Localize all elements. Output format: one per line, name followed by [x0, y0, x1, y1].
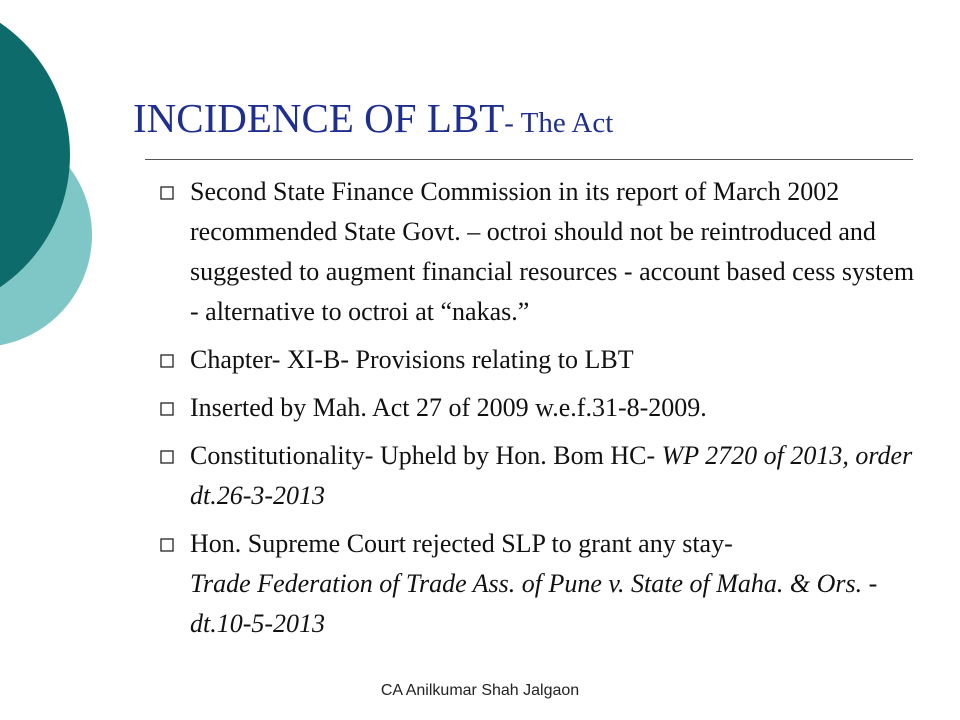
bullet-text: Inserted by Mah. Act 27 of 2009 w.e.f.31-8-2009.: [190, 393, 707, 422]
hollow-box-bullet-icon: [160, 450, 174, 464]
bullet-italic-citation: WP 2720 of 2013, order dt.26-3-2013: [190, 441, 913, 510]
hollow-box-bullet-icon: [160, 186, 174, 200]
decorative-circles: [0, 0, 130, 420]
title-divider: [145, 159, 913, 160]
bullet-item: [160, 172, 920, 332]
hollow-box-bullet-icon: [160, 402, 174, 416]
title-main: INCIDENCE OF LBT: [133, 95, 505, 141]
bullet-item: [160, 436, 920, 516]
hollow-box-bullet-icon: [160, 354, 174, 368]
bullet-list: [160, 172, 920, 644]
bullet-item: [160, 388, 920, 428]
bullet-item: [160, 524, 920, 564]
bullet-text: Constitutionality- Upheld by Hon. Bom HC-: [190, 441, 662, 470]
bullet-text: Hon. Supreme Court rejected SLP to grant any stay-: [190, 529, 733, 558]
slide-title: [133, 96, 613, 141]
hollow-box-bullet-icon: [160, 538, 174, 552]
bullet-continuation-citation: Trade Federation of Trade Ass. of Pune v. State of Maha. & Ors. - dt.10-5-2013: [190, 569, 878, 638]
slide-footer: CA Anilkumar Shah Jalgaon: [380, 682, 580, 699]
title-sub: - The Act: [504, 107, 614, 139]
bullet-text: Second State Finance Commission in its report of March 2002 recommended State Govt. – octroi should not be reintroduced and suggested to augment financial resources - account based cess system - alternative to octroi at “nakas.”: [190, 177, 915, 326]
bullet-text: Chapter- XI-B- Provisions relating to LBT: [190, 345, 634, 374]
bullet-item: [160, 340, 920, 380]
